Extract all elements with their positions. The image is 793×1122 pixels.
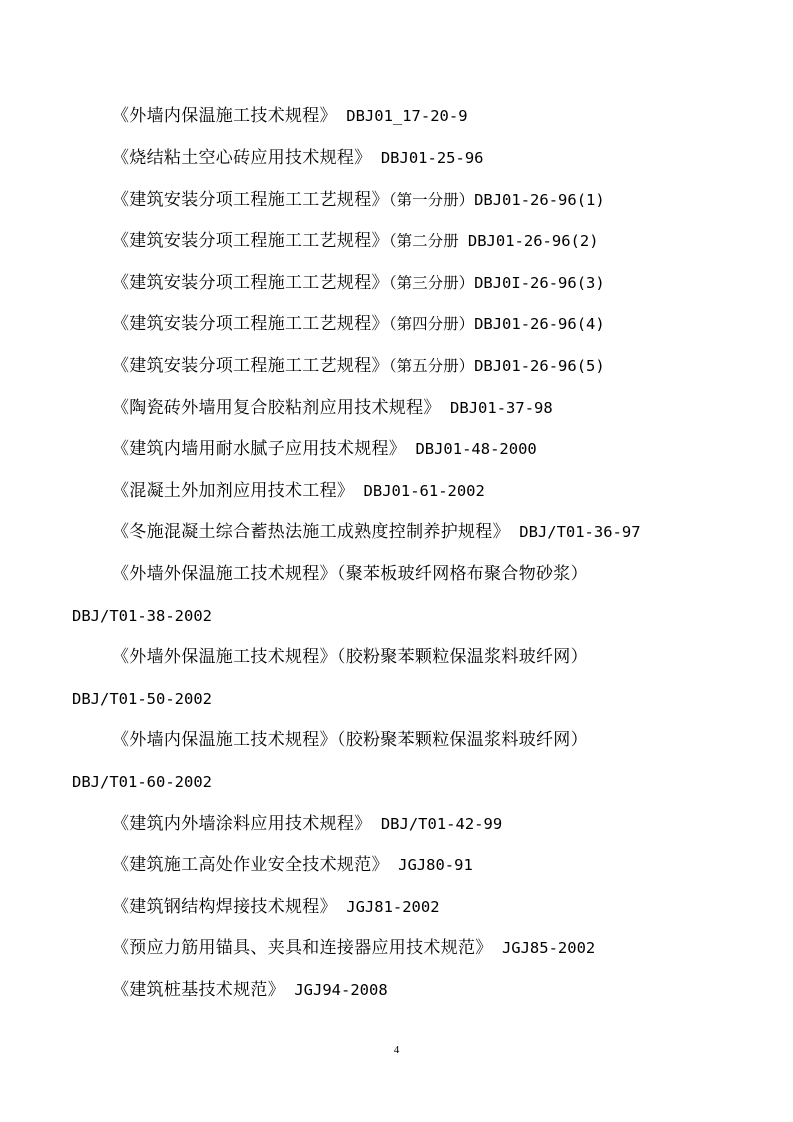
- standard-entry-title: 《外墙外保温施工技术规程》（胶粉聚苯颗粒保温浆料玻纤网）: [112, 647, 588, 667]
- standard-code: （第五分册）DBJ01-26-96(5): [388, 357, 605, 375]
- standard-title: 《外墙内保温施工技术规程》: [112, 106, 337, 126]
- standard-entry: [112, 897, 440, 917]
- standard-entry: [112, 855, 473, 875]
- standard-code: DBJ01-25-96: [371, 149, 484, 167]
- standard-code: （第一分册）DBJ01-26-96(1): [388, 191, 605, 209]
- standard-code: JGJ81-2002: [336, 898, 440, 916]
- standard-title: 《建筑安装分项工程施工工艺规程》: [112, 356, 389, 376]
- standard-title: 《建筑内墙用耐水腻子应用技术规程》: [112, 439, 407, 459]
- page-number: 4: [393, 1044, 400, 1056]
- standard-title: 《建筑安装分项工程施工工艺规程》: [112, 314, 389, 334]
- standard-title: 《建筑钢结构焊接技术规程》: [112, 897, 337, 917]
- standard-entry: [112, 106, 468, 126]
- standard-code: （第二分册 DBJ01-26-96(2): [388, 232, 599, 250]
- standard-code: DBJ01-48-2000: [406, 440, 537, 458]
- standard-title: 《建筑桩基技术规范》: [112, 980, 285, 1000]
- standard-title: 《建筑安装分项工程施工工艺规程》: [112, 273, 389, 293]
- standard-entry: [112, 356, 605, 376]
- standard-code: （第三分册）DBJ0I-26-96(3): [388, 274, 605, 292]
- standard-entry-code: DBJ/T01-50-2002: [72, 690, 212, 708]
- standard-entry: [112, 398, 553, 418]
- standard-entry: [112, 231, 599, 251]
- standard-code: （第四分册）DBJ01-26-96(4): [388, 315, 605, 333]
- standard-code: DBJ01-37-98: [440, 399, 553, 417]
- standard-title: 《建筑安装分项工程施工工艺规程》: [112, 190, 389, 210]
- standard-title: 《建筑安装分项工程施工工艺规程》: [112, 231, 389, 251]
- standard-entry-title: 《外墙外保温施工技术规程》（聚苯板玻纤网格布聚合物砂浆）: [112, 564, 588, 584]
- standard-entry: [112, 439, 537, 459]
- standard-title: 《混凝土外加剂应用技术工程》: [112, 481, 355, 501]
- standard-code: DBJ/T01-36-97: [509, 523, 641, 541]
- standard-entry: [112, 273, 605, 293]
- standard-entry-code: DBJ/T01-60-2002: [72, 773, 212, 791]
- standard-title: 《烧结粘土空心砖应用技术规程》: [112, 148, 372, 168]
- standard-entry: [112, 522, 641, 542]
- standard-entry: [112, 190, 605, 210]
- standard-code: JGJ85-2002: [492, 939, 596, 957]
- standard-code: JGJ94-2008: [285, 981, 388, 999]
- standard-title: 《冬施混凝土综合蓄热法施工成熟度控制养护规程》: [112, 522, 510, 542]
- standard-title: 《建筑施工高处作业安全技术规范》: [112, 855, 389, 875]
- standard-entry: [112, 814, 502, 834]
- standard-entry: [112, 148, 483, 168]
- standard-title: 《预应力筋用锚具、夹具和连接器应用技术规范》: [112, 938, 493, 958]
- standard-entry: [112, 314, 605, 334]
- standard-entry: [112, 938, 595, 958]
- standard-code: DBJ01-61-2002: [354, 482, 485, 500]
- standard-code: JGJ80-91: [388, 856, 473, 874]
- standard-title: 《建筑内外墙涂料应用技术规程》: [112, 814, 372, 834]
- standard-entry: [112, 481, 485, 501]
- standard-code: DBJ01_17-20-9: [336, 107, 468, 125]
- standard-entry: [112, 980, 388, 1000]
- standard-title: 《陶瓷砖外墙用复合胶粘剂应用技术规程》: [112, 398, 441, 418]
- standard-entry-title: 《外墙内保温施工技术规程》（胶粉聚苯颗粒保温浆料玻纤网）: [112, 730, 588, 750]
- standard-entry-code: DBJ/T01-38-2002: [72, 607, 212, 625]
- standard-code: DBJ/T01-42-99: [371, 815, 503, 833]
